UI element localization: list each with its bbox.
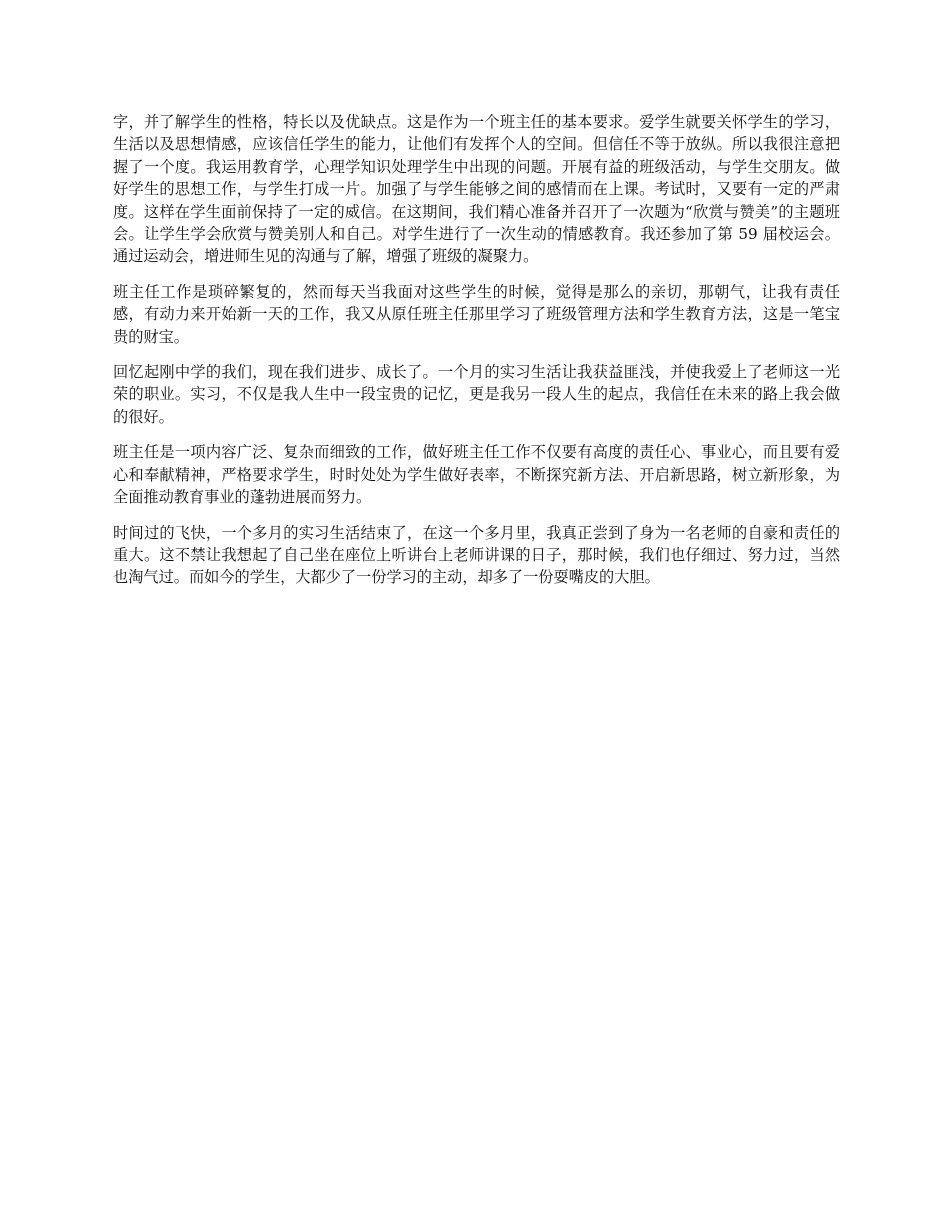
paragraph: 字，并了解学生的性格，特长以及优缺点。这是作为一个班主任的基本要求。爱学生就要关怀学生的学习，生活以及思想情感，应该信任学生的能力，让他们有发挥个人的空间。但信任不等于放纵。所以我很注意把握了一个度。我运用教育学，心理学知识处理学生中出现的问题。开展有益的班级活动，与学生交朋友。做好学生的思想工作，与学生打成一片。加强了与学生能够之间的感情而在上课。考试时，又要有一定的严肃度。这样在学生面前保持了一定的威信。在这期间，我们精心准备并召开了一次题为“欣赏与赞美”的主题班会。让学生学会欣赏与赞美别人和自己。对学生进行了一次生动的情感教育。我还参加了第 59 届校运会。通过运动会，增进师生见的沟通与了解，增强了班级的凝聚力。 bbox=[113, 113, 840, 266]
paragraph: 时间过的飞快，一个多月的实习生活结束了，在这一个多月里，我真正尝到了身为一名老师的自豪和责任的重大。这不禁让我想起了自己坐在座位上听讲台上老师讲课的日子，那时候，我们也仔细过、努力过，当然也淘气过。而如今的学生，大都少了一份学习的主动，却多了一份耍嘴皮的大胆。 bbox=[113, 523, 840, 587]
paragraph: 班主任工作是琐碎繁复的，然而每天当我面对这些学生的时候，觉得是那么的亲切，那朝气，让我有责任感，有动力来开始新一天的工作，我又从原任班主任那里学习了班级管理方法和学生教育方法，这是一笔宝贵的财宝。 bbox=[113, 282, 840, 346]
paragraph: 回忆起刚中学的我们，现在我们进步、成长了。一个月的实习生活让我获益匪浅，并使我爱上了老师这一光荣的职业。实习，不仅是我人生中一段宝贵的记忆，更是我另一段人生的起点，我信任在未来的路上我会做的很好。 bbox=[113, 363, 840, 426]
paragraph: 班主任是一项内容广泛、复杂而细致的工作，做好班主任工作不仅要有高度的责任心、事业心，而且要有爱心和奉献精神，严格要求学生，时时处处为学生做好表率，不断探究新方法、开启新思路，树立新形象，为全面推动教育事业的蓬勃进展而努力。 bbox=[113, 443, 840, 507]
document-body bbox=[113, 111, 840, 602]
